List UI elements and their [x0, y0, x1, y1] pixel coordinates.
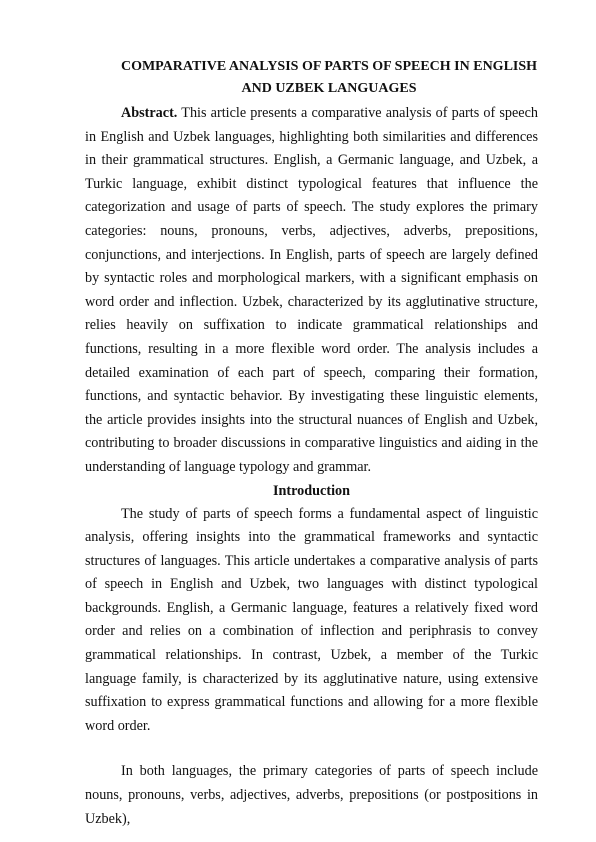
document-page [85, 56, 538, 831]
paragraph-gap [85, 738, 538, 760]
intro-paragraph-2: In both languages, the primary categories of parts of speech include nouns, pronouns, verbs, adjectives, adverbs, prepositions (or postpositions in Uzbek), [85, 763, 538, 827]
abstract-text: This article presents a comparative analysis of parts of speech in English and Uzbek languages, highlighting both similarities and differences in their grammatical structures. English, a Germanic language, and Uzbek, a Turkic language, exhibit distinct typological features that influence the categorization and usage of parts of speech. The study explores the primary categories: nouns, pronouns, verbs, adjectives, adverbs, prepositions, conjunctions, and interjections. In English, parts of speech are largely defined by syntactic roles and morphological markers, with a significant emphasis on word order and inflection. Uzbek, characterized by its agglutinative structure, relies heavily on suffixation to indicate grammatical relationships and functions, resulting in a more flexible word order. The analysis includes a detailed examination of each part of speech, comparing their formation, functions, and syntactic behavior. By investigating these linguistic elements, the article provides insights into the structural nuances of English and Uzbek, contributing to broader discussions in comparative linguistics and aiding in the understanding of language typology and grammar. [85, 105, 538, 475]
paper-title: COMPARATIVE ANALYSIS OF PARTS OF SPEECH IN ENGLISH AND UZBEK LANGUAGES [120, 59, 538, 96]
intro-paragraph-1: The study of parts of speech forms a fundamental aspect of linguistic analysis, offering insights into the grammatical frameworks and syntactic structures of languages. This article undertakes a comparative analysis of parts of speech in English and Uzbek, two languages with distinct typological backgrounds. English, a Germanic language, features a relatively fixed word order and relies on a combination of inflection and periphrasis to convey grammatical relationships. In contrast, Uzbek, a member of the Turkic language family, is characterized by its agglutinative nature, using extensive suffixation to express grammatical functions and allowing for a more flexible word order. [85, 505, 538, 734]
abstract-label: Abstract. [121, 105, 178, 121]
abstract-paragraph [85, 102, 538, 480]
introduction-heading: Introduction [273, 482, 350, 499]
